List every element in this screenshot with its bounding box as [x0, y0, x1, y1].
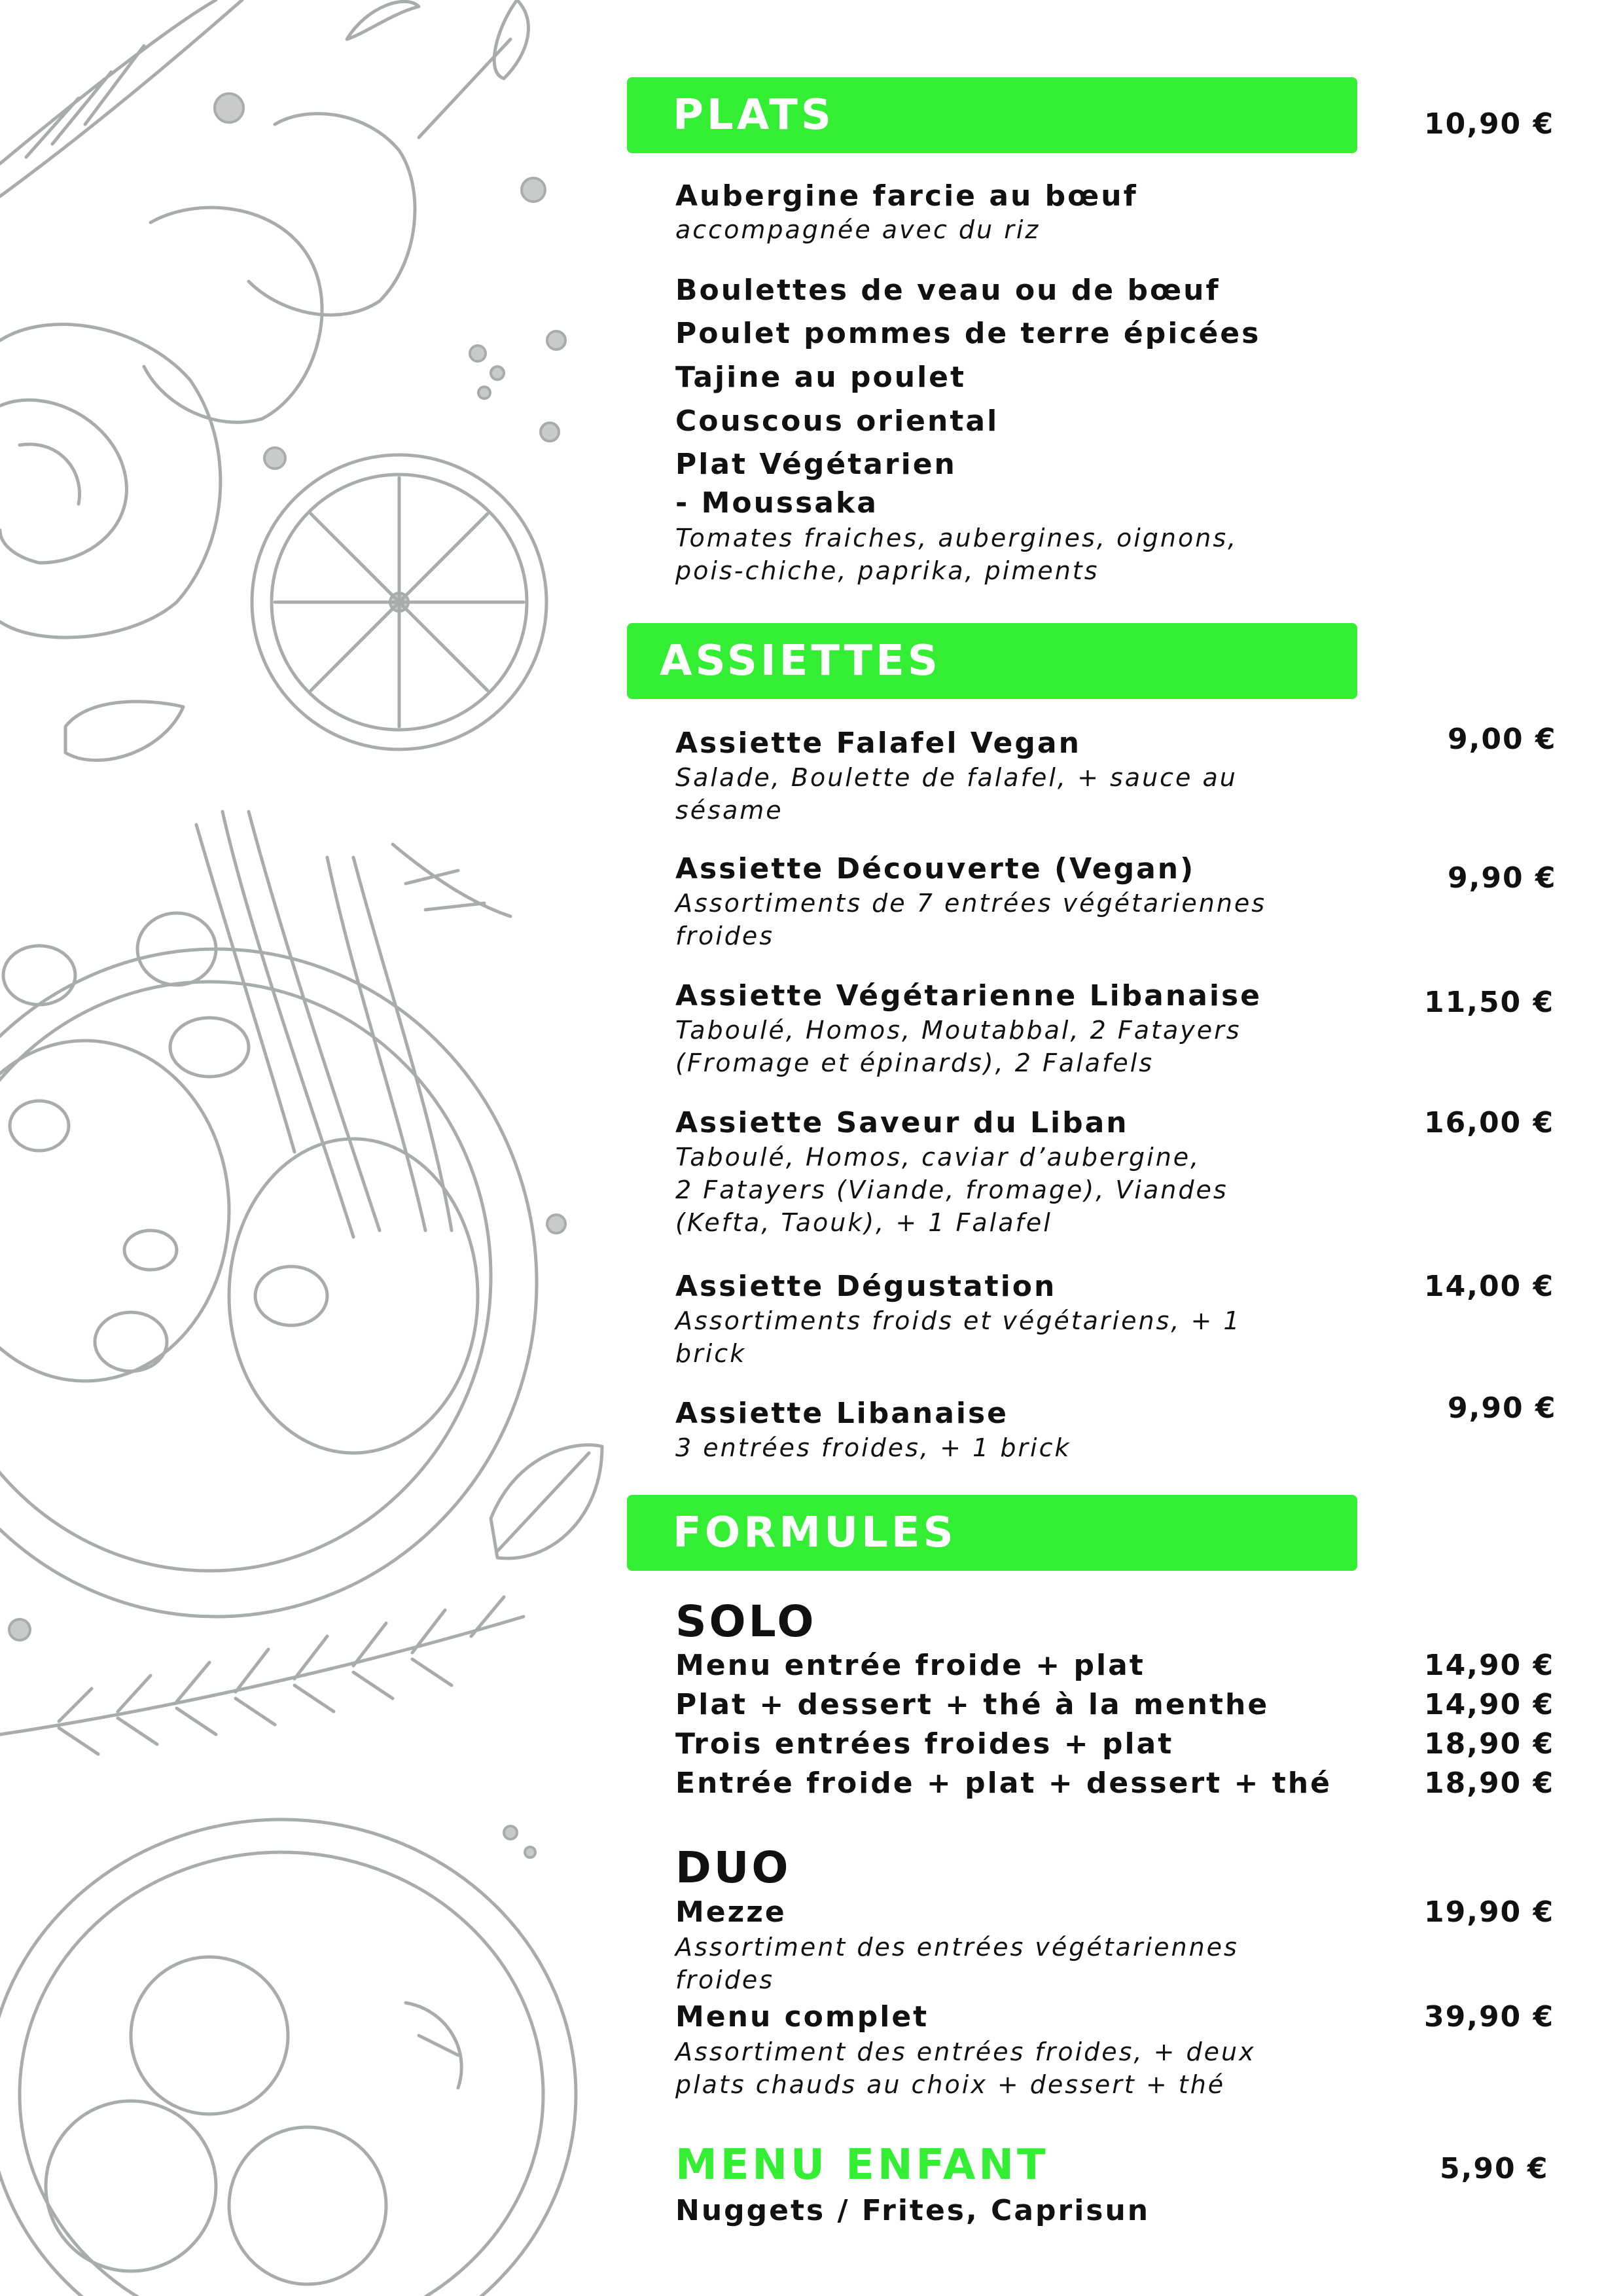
menu-item-name: Assiette Saveur du Liban [675, 1106, 1129, 1139]
menu-item-desc: (Fromage et épinards), 2 Falafels [675, 1049, 1154, 1077]
plats-price: 10,90 € [1424, 107, 1555, 141]
menu-item-desc: Taboulé, Homos, caviar d’aubergine, [675, 1143, 1201, 1172]
menu-item-price: 39,90 € [1424, 2000, 1555, 2034]
menu-item-price: 14,00 € [1424, 1270, 1555, 1303]
section-header-plats [627, 77, 1357, 153]
menu-item-price: 14,90 € [1424, 1688, 1555, 1721]
menu-item-name: Couscous oriental [675, 404, 999, 438]
menu-item-name: Assiette Libanaise [675, 1397, 1009, 1430]
menu-enfant-price: 5,90 € [1440, 2152, 1549, 2185]
formule-solo-title: SOLO [675, 1596, 817, 1647]
menu-item-desc: Assortiments froids et végétariens, + 1 [675, 1306, 1241, 1335]
menu-item-price: 18,90 € [1424, 1727, 1555, 1761]
menu-item-desc: Assortiments de 7 entrées végétariennes [675, 889, 1267, 918]
menu-item-price: 18,90 € [1424, 1767, 1555, 1800]
menu-item-name: Mezze [675, 1895, 787, 1929]
menu-item-name: Poulet pommes de terre épicées [675, 317, 1261, 350]
menu-item-name: Assiette Falafel Vegan [675, 726, 1081, 760]
menu-item-price: 9,00 € [1448, 723, 1557, 756]
menu-item-price: 9,90 € [1448, 1391, 1557, 1425]
menu-item-desc: plats chauds au choix + dessert + thé [675, 2070, 1226, 2099]
menu-enfant-desc: Nuggets / Frites, Caprisun [675, 2194, 1150, 2227]
menu-item-desc: Salade, Boulette de falafel, + sauce au [675, 763, 1238, 792]
menu-item-name: Menu entrée froide + plat [675, 1649, 1145, 1682]
menu-item-name: Aubergine farcie au bœuf [675, 179, 1138, 213]
menu-item-price: 11,50 € [1424, 986, 1555, 1019]
section-title-formules: FORMULES [673, 1509, 957, 1557]
menu-enfant-title: MENU ENFANT [675, 2141, 1049, 2189]
section-title-assiettes: ASSIETTES [660, 637, 941, 685]
food-illustration [0, 0, 628, 2296]
menu-item-name: - Moussaka [675, 486, 878, 520]
menu-item-name: Boulettes de veau ou de bœuf [675, 274, 1221, 307]
menu-item-desc: Assortiment des entrées froides, + deux [675, 2037, 1256, 2066]
menu-item-name: Assiette Végétarienne Libanaise [675, 979, 1262, 1013]
menu-item-price: 9,90 € [1448, 861, 1557, 895]
menu-item-price: 14,90 € [1424, 1649, 1555, 1682]
menu-item-desc: 3 entrées froides, + 1 brick [675, 1433, 1071, 1462]
menu-item-name: Assiette Découverte (Vegan) [675, 852, 1196, 886]
menu-item-desc: Tomates fraiches, aubergines, oignons, [675, 524, 1238, 552]
menu-item-desc: 2 Fatayers (Viande, fromage), Viandes [675, 1175, 1228, 1204]
formule-duo-title: DUO [675, 1842, 791, 1893]
menu-item-desc: froides [675, 922, 775, 950]
menu-item-desc: sésame [675, 796, 783, 825]
menu-item-name: Entrée froide + plat + dessert + thé [675, 1767, 1332, 1800]
menu-item-desc: Taboulé, Homos, Moutabbal, 2 Fatayers [675, 1016, 1241, 1045]
menu-item-name: Trois entrées froides + plat [675, 1727, 1174, 1761]
menu-item-name: Menu complet [675, 2000, 929, 2034]
menu-item-name: Assiette Dégustation [675, 1270, 1057, 1303]
menu-item-desc: froides [675, 1965, 775, 1994]
menu-item-price: 19,90 € [1424, 1895, 1555, 1929]
menu-item-name: Plat Végétarien [675, 448, 957, 481]
menu-item-name: Plat + dessert + thé à la menthe [675, 1688, 1270, 1721]
menu-item-desc: Assortiment des entrées végétariennes [675, 1933, 1239, 1962]
section-title-plats: PLATS [673, 91, 834, 139]
section-header-formules [627, 1495, 1357, 1571]
menu-item-desc: accompagnée avec du riz [675, 215, 1041, 244]
section-header-assiettes [627, 623, 1357, 699]
menu-item-price: 16,00 € [1424, 1106, 1555, 1139]
menu-item-desc: (Kefta, Taouk), + 1 Falafel [675, 1208, 1052, 1237]
menu-item-name: Tajine au poulet [675, 361, 967, 394]
menu-item-desc: brick [675, 1339, 747, 1368]
menu-item-desc: pois-chiche, paprika, piments [675, 556, 1099, 585]
